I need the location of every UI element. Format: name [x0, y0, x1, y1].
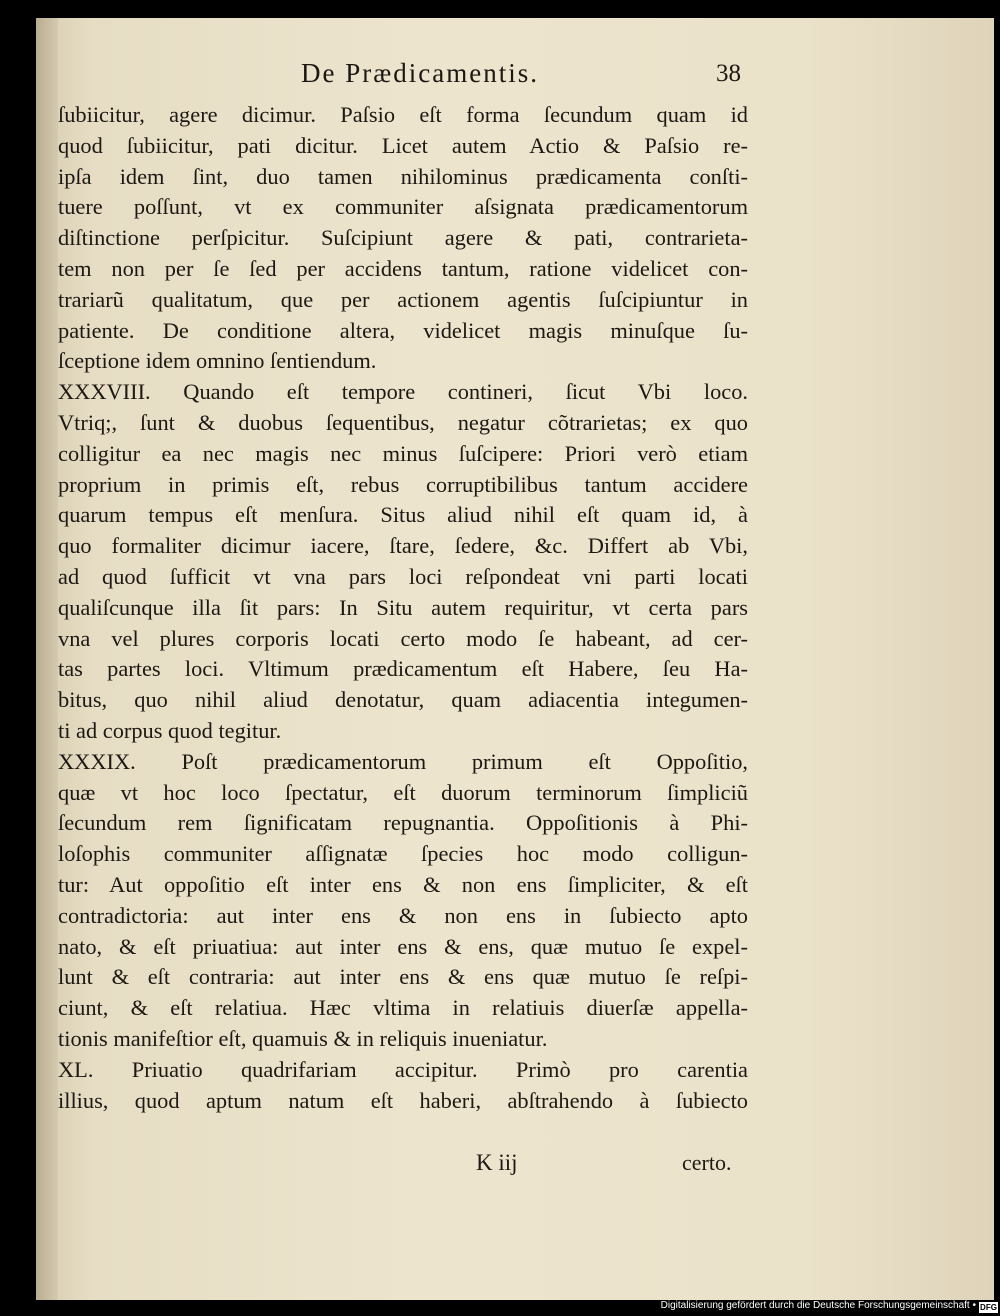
text-line: quo formaliter dicimur iacere, ſtare, ſedere, &c. Differt ab Vbi,: [58, 533, 748, 559]
text-line: tur: Aut oppoſitio eſt inter ens & non ens ſimpliciter, & eſt: [58, 871, 748, 897]
text-line: ti ad corpus quod tegitur.: [58, 717, 282, 743]
text-line: ſceptione idem omnino ſentiendum.: [58, 348, 377, 374]
text-line: Vtriq;, ſunt & duobus ſequentibus, negatur cõtrarietas; ex quo: [58, 409, 748, 435]
text-line: ſecundum rem ſignificatam repugnantia. Oppoſitionis à Phi-: [58, 810, 748, 836]
text-line: tem non per ſe ſed per accidens tantum, ratione videlicet con-: [58, 255, 748, 281]
text-line: proprium in primis eſt, rebus corruptibilibus tantum accidere: [58, 471, 748, 497]
body-text: [58, 100, 748, 1116]
text-line: trariarũ qualitatum, que per actionem agentis ſuſcipiuntur in: [58, 286, 748, 312]
text-line: tas partes loci. Vltimum prædicamentum eſt Habere, ſeu Ha-: [58, 656, 748, 682]
digitization-credit: Digitalisierung gefördert durch die Deutsche Forschungsgemeinschaft •: [660, 1300, 976, 1311]
text-line: ipſa idem ſint, duo tamen nihilominus prædicamenta conſti-: [58, 163, 748, 189]
text-line: patiente. De conditione altera, videlicet magis minuſque ſu-: [58, 317, 748, 343]
page-number: 38: [716, 60, 741, 87]
text-line: loſophis communiter aſſignatæ ſpecies hoc modo colligun-: [58, 841, 748, 867]
text-line: contradictoria: aut inter ens & non ens in ſubiecto apto: [58, 902, 748, 928]
text-line: ſubiicitur, agere dicimur. Paſsio eſt forma ſecundum quam id: [58, 102, 748, 127]
page-gutter-shadow: [36, 18, 58, 1300]
catchword: certo.: [682, 1150, 732, 1175]
text-line: lunt & eſt contraria: aut inter ens & ens quæ mutuo ſe reſpi-: [58, 964, 748, 990]
section-heading-line: XXXIX. Poſt prædicamentorum primum eſt Oppoſitio,: [58, 748, 748, 774]
section-heading-line: XXXVIII. Quando eſt tempore contineri, ſicut Vbi loco.: [58, 379, 748, 405]
text-line: nato, & eſt priuatiua: aut inter ens & ens, quæ mutuo ſe expel-: [58, 933, 748, 959]
text-line: quod ſubiicitur, pati dicitur. Licet autem Actio & Paſsio re-: [58, 132, 748, 158]
text-line: ciunt, & eſt relatiua. Hæc vltima in relatiuis diuerſæ appella-: [58, 995, 748, 1021]
signature-mark: K iij: [476, 1150, 518, 1175]
text-line: tuere poſſunt, vt ex communiter aſsignata prædicamentorum: [58, 194, 748, 220]
running-head: De Prædicamentis.: [301, 58, 539, 88]
text-line: vna vel plures corporis locati certo modo ſe habeant, ad cer-: [58, 625, 748, 651]
text-line: bitus, quo nihil aliud denotatur, quam adiacentia integumen-: [58, 687, 748, 713]
text-line: tionis manifeſtior eſt, quamuis & in reliquis inueniatur.: [58, 1025, 548, 1051]
text-line: illius, quod aptum natum eſt haberi, abſtrahendo à ſubiecto: [58, 1087, 748, 1113]
text-line: quarum tempus eſt menſura. Situs aliud nihil eſt quam id, à: [58, 502, 748, 528]
section-heading-line: XL. Priuatio quadrifariam accipitur. Primò pro carentia: [58, 1056, 748, 1082]
text-line: diſtinctione perſpicitur. Suſcipiunt agere & pati, contrarieta-: [58, 225, 748, 251]
dfg-logo: DFG: [980, 1303, 997, 1312]
text-line: quæ vt hoc loco ſpectatur, eſt duorum terminorum ſimpliciũ: [58, 779, 748, 805]
text-line: colligitur ea nec magis nec minus ſuſcipere: Priori verò etiam: [58, 440, 748, 466]
text-line: ad quod ſufficit vt vna pars loci reſpondeat vni parti locati: [58, 563, 748, 589]
text-line: qualiſcunque illa ſit pars: In Situ autem requiritur, vt certa pars: [58, 594, 748, 620]
